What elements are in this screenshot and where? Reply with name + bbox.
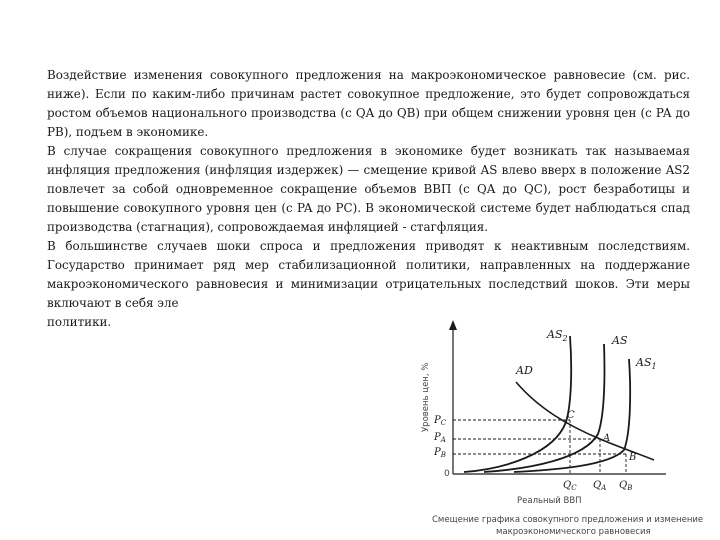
as1-label: $AS_1$: [636, 356, 657, 371]
figure-caption-line-2: макроэкономического равновесия: [496, 527, 651, 537]
paragraph-4: политики.: [47, 315, 112, 329]
y-axis-title: Уровень цен, %: [421, 362, 431, 432]
as-ad-diagram: [404, 314, 720, 540]
y-axis-arrow: [449, 320, 457, 330]
as2-curve: [464, 336, 571, 472]
as2-label: $AS_2$: [547, 328, 568, 343]
quantity-tick-c: $Q_C$: [563, 480, 577, 492]
as-label: AS: [612, 334, 628, 347]
price-tick-b: $P_B$: [434, 447, 446, 459]
price-tick-c: $P_C$: [434, 415, 447, 427]
price-tick-a: $P_A$: [434, 432, 446, 444]
paragraph-3: В большинстве случаев шоки спроса и предложения приводят к неактивным последствиям. Государство принимает ряд мер стабилизационной политики, направленных на поддержание макроэкономического равновесия и минимизации отрицательных последствий шоков. Эти меры включают в себя эле: [47, 239, 690, 310]
point-b-label: B: [629, 452, 637, 463]
point-c-label: C: [567, 410, 575, 421]
origin-label: 0: [444, 469, 450, 479]
paragraph-2: В случае сокращения совокупного предложения в экономике будет возникать так называемая инфляция предложения (инфляция издержек) — смещение кривой AS влево вверх в положение AS2 повлечет за собой одновременное сокращение объемов ВВП (с QA до QC), рост безработицы и повышение совокупного уровня цен (с PA до PC). В экономической системе будет наблюдаться спад производства (стагнация), сопровождаемая инфляцией - стагфляция.: [47, 144, 690, 234]
x-axis-label: Реальный ВВП: [517, 496, 582, 506]
ad-label: AD: [516, 364, 533, 377]
aggregate-supply-figure: [404, 314, 720, 540]
figure-caption-line-1: Смещение графика совокупного предложения и изменение: [432, 515, 704, 525]
document-text: [47, 66, 690, 332]
quantity-tick-a: $Q_A$: [593, 480, 607, 492]
paragraph-1: Воздействие изменения совокупного предложения на макроэкономическое равновесие (см. рис. ниже). Если по каким-либо причинам растет совокупное предложение, это будет сопровождаться ростом объемов национального производства (с QA до QB) при общем снижении уровня цен (с PA до PB), подъем в экономике.: [47, 68, 690, 139]
point-a-label: A: [603, 433, 611, 444]
quantity-tick-b: $Q_B$: [619, 480, 633, 492]
